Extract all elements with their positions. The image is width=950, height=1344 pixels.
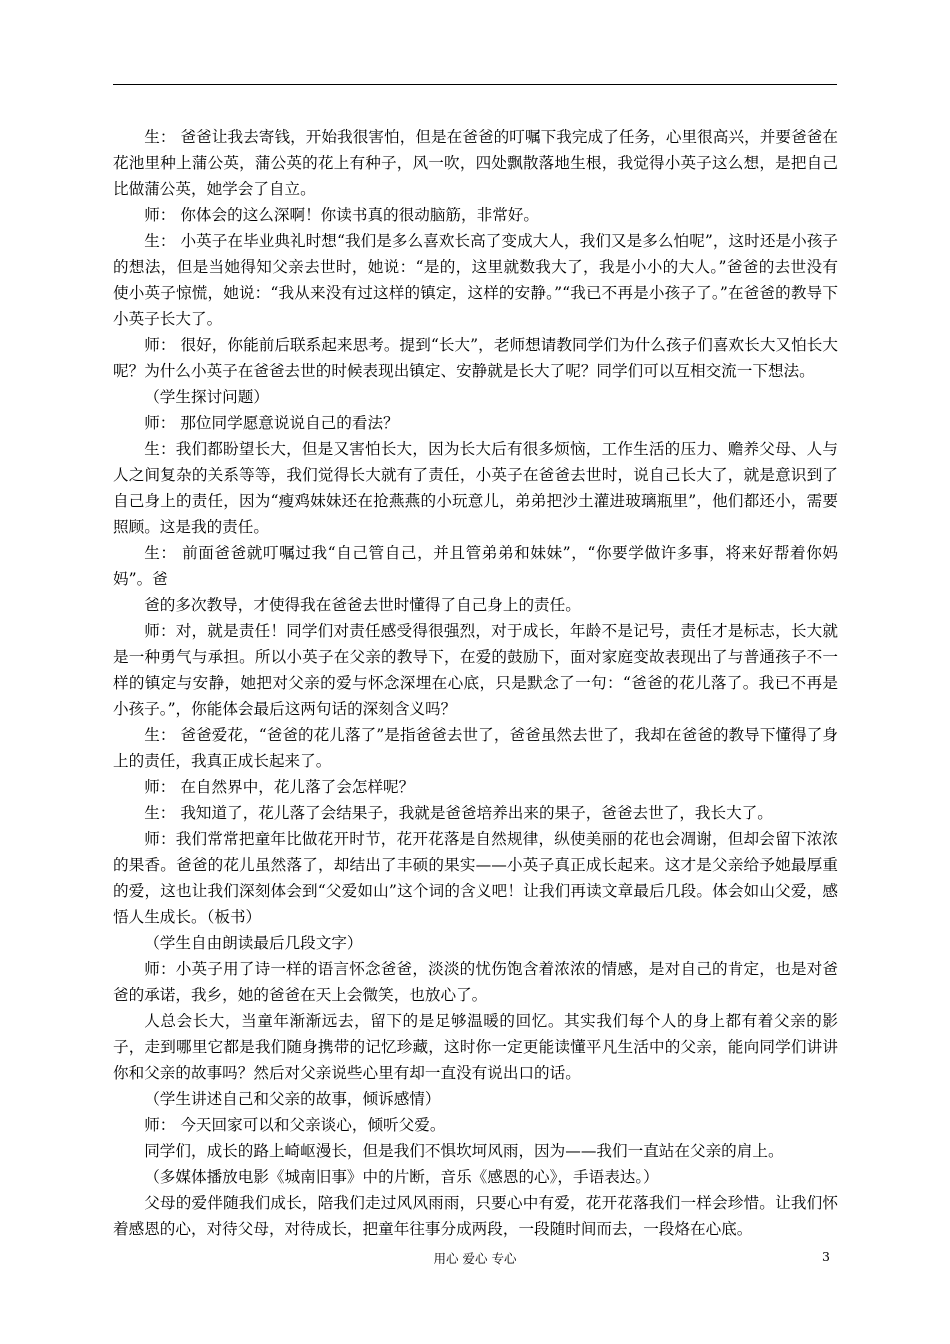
paragraph: 生： 前面爸爸就叮嘱过我“自己管自己，并且管弟弟和妹妹”，“你要学做许多事，将来好帮着你妈妈”。爸 [113, 544, 838, 588]
paragraph: 师： 在自然界中，花儿落了会怎样呢？ [144, 778, 415, 796]
paragraph: 师： 你体会的这么深啊！你读书真的很动脑筋，非常好。 [144, 206, 539, 224]
paragraph: 同学们，成长的路上崎岖漫长，但是我们不惧坎坷风雨，因为——我们一直站在父亲的肩上。 [144, 1142, 784, 1160]
paragraph: 师：对，就是责任！同学们对责任感受得很强烈，对于成长，年龄不是记号，责任才是标志，长大就是一种勇气与承担。所以小英子在父亲的教导下，在爱的鼓励下，面对家庭变故表现出了与普通孩子不一样的镇定与安静，她把对父亲的爱与怀念深埋在心底，只是默念了一句：“爸爸的花儿落了。我已不再是小孩子。”，你能体会最后这两句话的深刻含义吗？ [113, 622, 838, 718]
paragraph: 爸的多次教导，才使得我在爸爸去世时懂得了自己身上的责任。 [144, 596, 581, 614]
paragraph: （学生探讨问题） [144, 388, 269, 406]
paragraph: 生：我们都盼望长大，但是又害怕长大，因为长大后有很多烦恼，工作生活的压力、赡养父母、人与人之间复杂的关系等等，我们觉得长大就有了责任，小英子在爸爸去世时，说自己长大了，就是意识到了自己身上的责任，因为“瘦鸡妹妹还在抢燕燕的小玩意儿，弟弟把沙土灌进玻璃瓶里”，他们都还小，需要照顾。这是我的责任。 [113, 440, 838, 536]
paragraph: 生： 爸爸让我去寄钱，开始我很害怕，但是在爸爸的叮嘱下我完成了任务，心里很高兴，并要爸爸在花池里种上蒲公英，蒲公英的花上有种子，风一吹，四处飘散落地生根，我觉得小英子这么想，是把自己比做蒲公英，她学会了自立。 [113, 128, 838, 198]
paragraph: 父母的爱伴随我们成长，陪我们走过风风雨雨，只要心中有爱，花开花落我们一样会珍惜。让我们怀着感恩的心，对待父母，对待成长，把童年往事分成两段，一段随时间而去，一段烙在心底。 [113, 1194, 838, 1238]
paragraph: 生： 小英子在毕业典礼时想“我们是多么喜欢长高了变成大人，我们又是多么怕呢”，这时还是小孩子的想法，但是当她得知父亲去世时，她说：“是的，这里就数我大了，我是小小的大人。”爸爸的去世没有使小英子惊慌，她说：“我从来没有过这样的镇定，这样的安静。”“我已不再是小孩子了。”在爸爸的教导下小英子长大了。 [113, 232, 838, 328]
paragraph: 生： 爸爸爱花，“爸爸的花儿落了”是指爸爸去世了，爸爸虽然去世了，我却在爸爸的教导下懂得了身上的责任，我真正成长起来了。 [113, 726, 838, 770]
page-number: 3 [822, 1249, 830, 1264]
paragraph: 师：小英子用了诗一样的语言怀念爸爸，淡淡的忧伤饱含着浓浓的情感，是对自己的肯定，也是对爸爸的承诺，我乡，她的爸爸在天上会微笑，也放心了。 [113, 960, 838, 1004]
paragraph: 生： 我知道了，花儿落了会结果子，我就是爸爸培养出来的果子，爸爸去世了，我长大了。 [144, 804, 773, 822]
paragraph: 人总会长大，当童年渐渐远去，留下的是足够温暖的回忆。其实我们每个人的身上都有着父亲的影子，走到哪里它都是我们随身携带的记忆珍藏，这时你一定更能读懂平凡生活中的父亲，能向同学们讲讲你和父亲的故事吗？然后对父亲说些心里有却一直没有说出口的话。 [113, 1012, 838, 1082]
paragraph: 师： 今天回家可以和父亲谈心，倾听父爱。 [144, 1116, 446, 1134]
paragraph: 师： 很好，你能前后联系起来思考。提到“长大”，老师想请教同学们为什么孩子们喜欢长大又怕长大呢？为什么小英子在爸爸去世的时候表现出镇定、安静就是长大了呢？同学们可以互相交流一下想法。 [113, 336, 838, 380]
paragraph: （学生自由朗读最后几段文字） [144, 934, 363, 952]
paragraph: （多媒体播放电影《城南旧事》中的片断，音乐《感恩的心》，手语表达。） [144, 1168, 659, 1186]
header-rule [113, 84, 837, 85]
paragraph: 师： 那位同学愿意说说自己的看法？ [144, 414, 399, 432]
paragraph: 师：我们常常把童年比做花开时节，花开花落是自然规律，纵使美丽的花也会凋谢，但却会留下浓浓的果香。爸爸的花儿虽然落了，却结出了丰硕的果实——小英子真正成长起来。这才是父亲给予她最厚重的爱，这也让我们深刻体会到“父爱如山”这个词的含义吧！让我们再读文章最后几段。体会如山父爱，感悟人生成长。（板书） [113, 830, 838, 926]
footer-motto: 用心 爱心 专心 [433, 1251, 517, 1266]
document-body [113, 124, 838, 1242]
paragraph: （学生讲述自己和父亲的故事，倾诉感情） [144, 1090, 441, 1108]
